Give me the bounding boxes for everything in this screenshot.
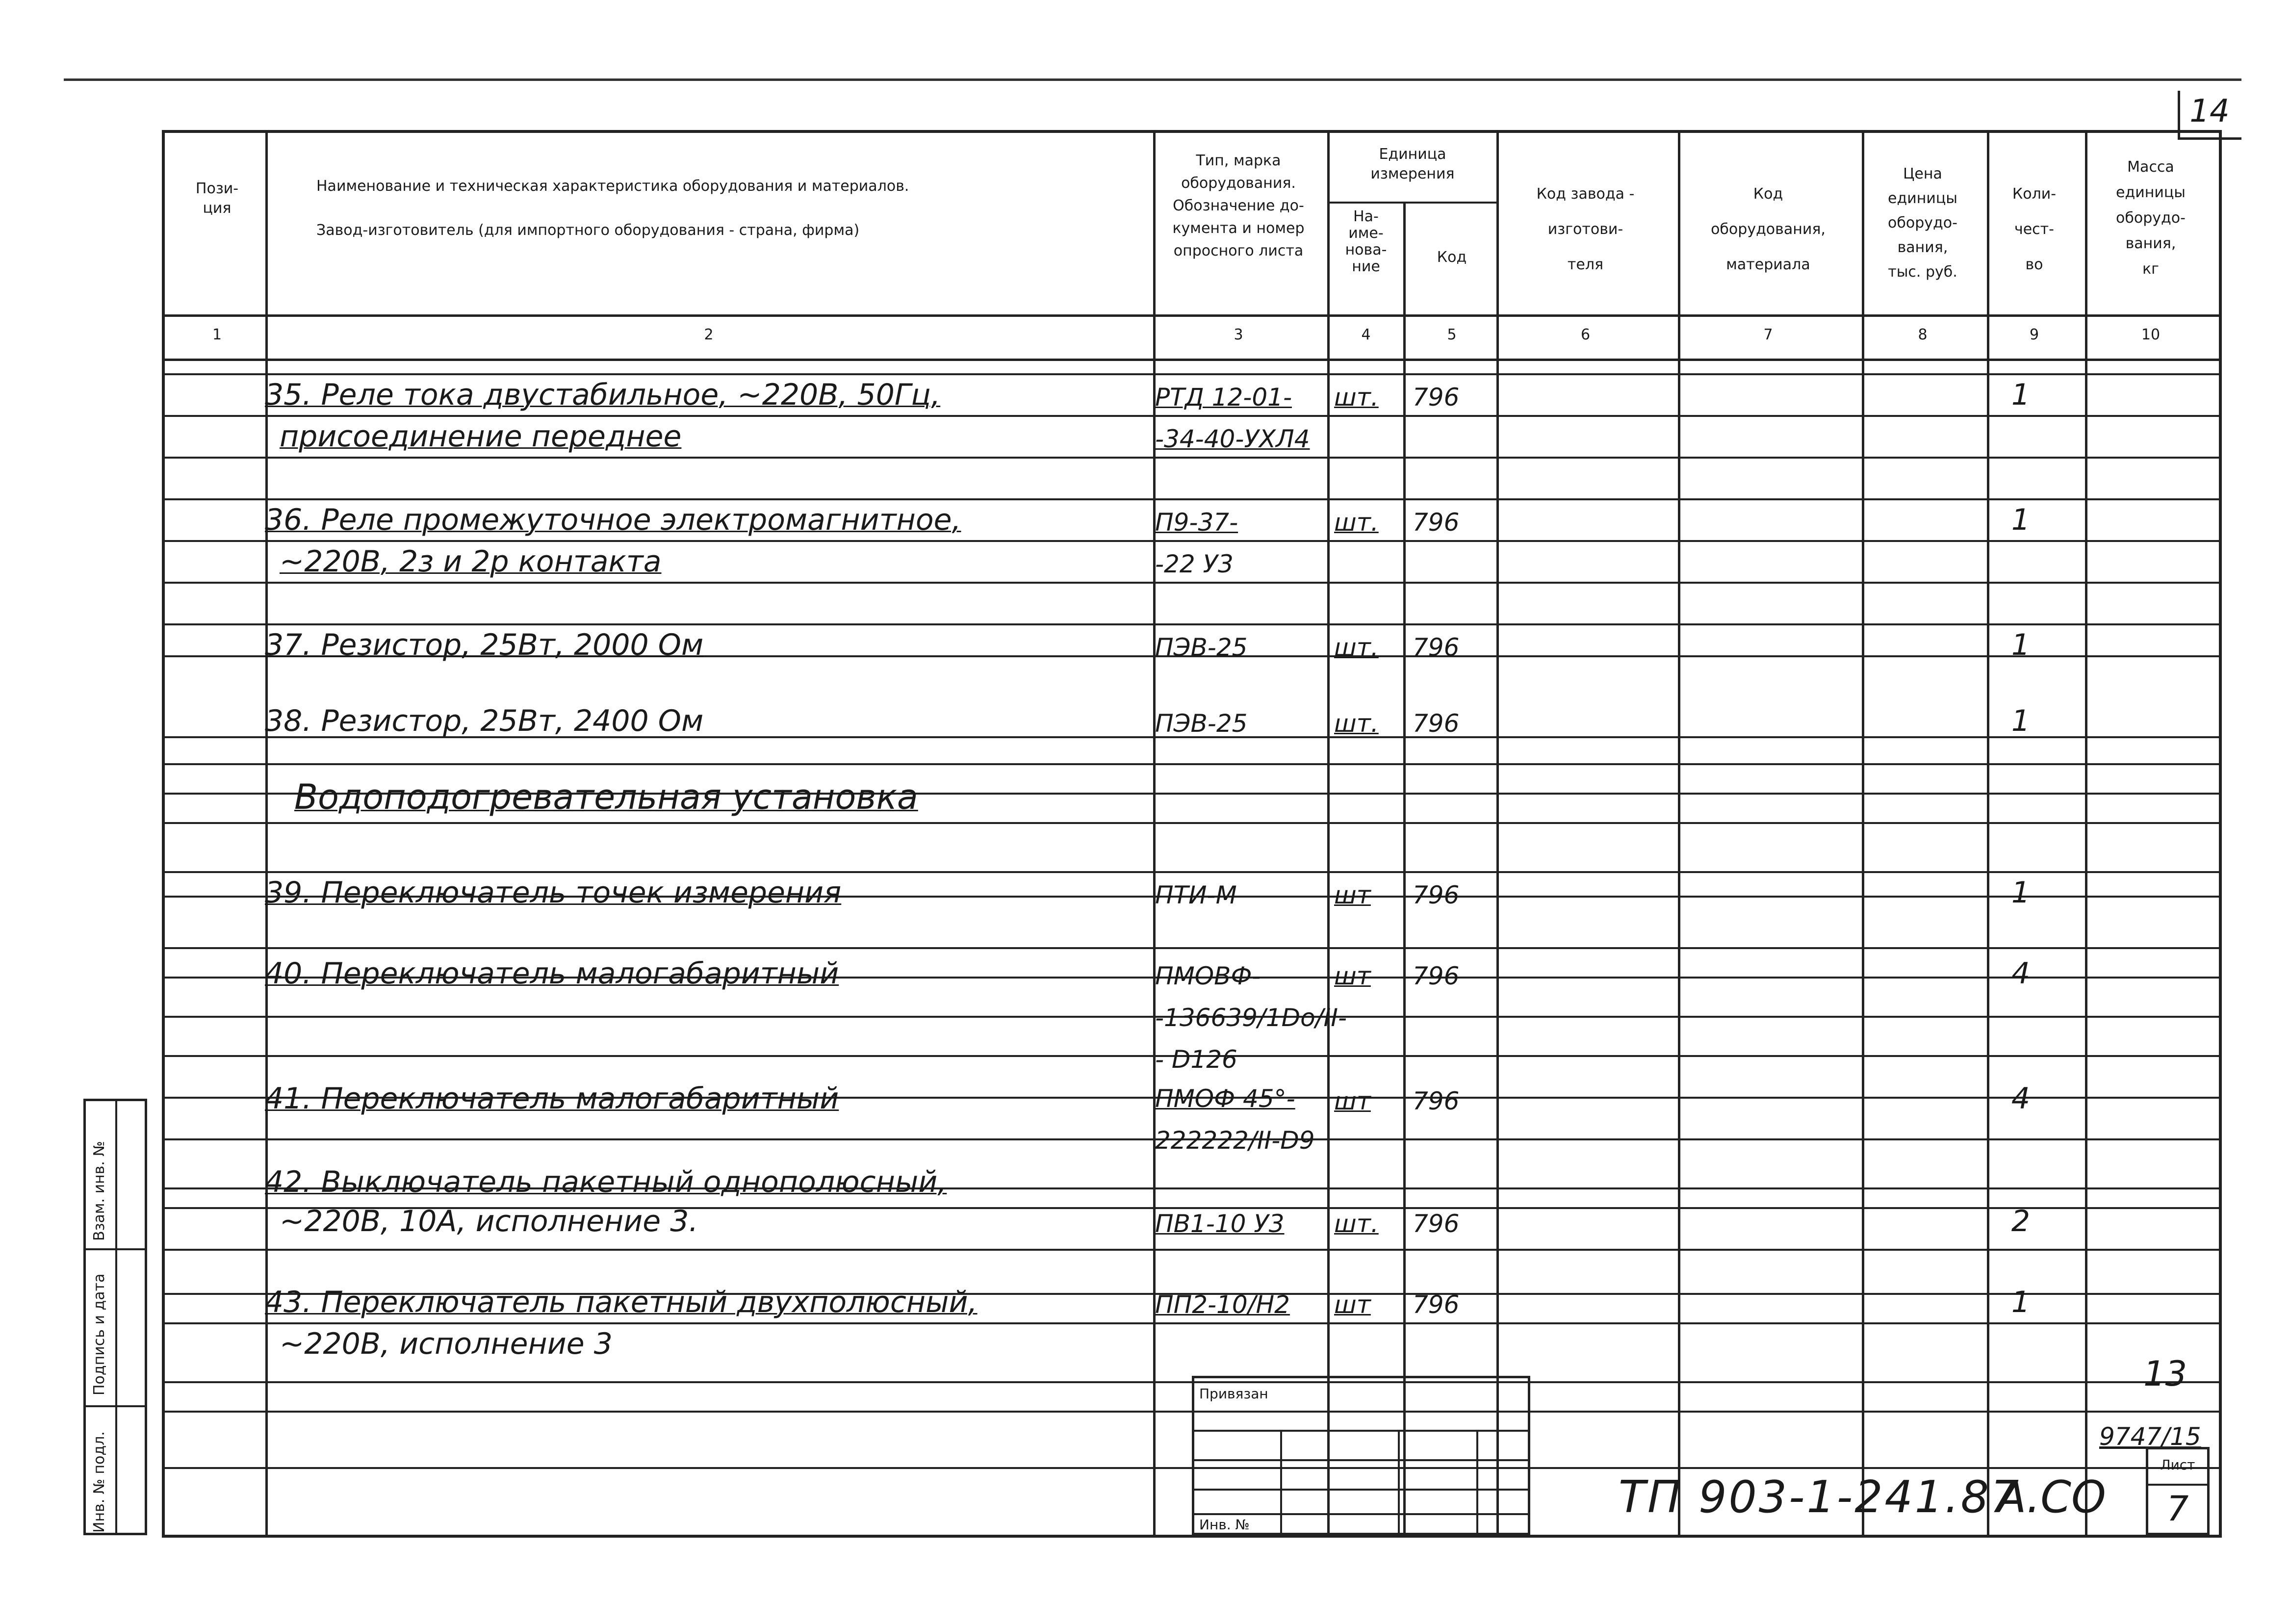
row-type: 222222/II-D9 [1155,1126,1315,1155]
row-code: 796 [1413,1210,1460,1238]
sheet-box [2146,1447,2210,1535]
stamp-line [1398,1430,1400,1535]
row-divider [165,1249,2219,1251]
row-type: П9-37- [1155,508,1238,537]
row-name: 36. Реле промежуточное электромагнитное, [265,503,961,537]
row-divider [165,1322,2219,1324]
col-number: 5 [1447,326,1457,343]
row-divider [165,415,2219,417]
header-sub-divider [1327,202,1496,204]
row-name: 41. Переключатель малогабаритный [265,1082,839,1116]
page-number-top: 13 [2143,1354,2187,1394]
section-title: Водоподогревательная установка [294,777,918,817]
row-divider [165,623,2219,625]
header-equipment-code: Код оборудования, материала [1711,185,1826,273]
row-divider [165,822,2219,824]
row-name: 38. Резистор, 25Вт, 2400 Ом [265,704,704,738]
row-divider [165,582,2219,584]
col-number: 1 [212,326,222,343]
row-divider [165,498,2219,500]
row-divider [165,373,2219,375]
sidebar-replace-inv: Взам. инв. № [91,1141,108,1241]
row-name: 39. Переключатель точек измерения [265,876,842,910]
document-part: А.СО [1996,1471,2106,1523]
row-qty: 2 [2011,1204,2031,1238]
colnum-bottom-line [165,359,2219,361]
header-bottom-line [165,314,2219,317]
stamp-line [1476,1430,1478,1535]
row-divider [165,871,2219,873]
sidebar-signature-date: Подпись и дата [91,1273,108,1395]
sidebar-divider [86,1248,145,1250]
col-number: 8 [1918,326,1928,343]
header-mass: Масса единицы оборудо- вания, кг [2116,158,2186,278]
row-name: 35. Реле тока двустабильное, ~220В, 50Гц, [265,378,941,412]
header-unit-code: Код [1437,249,1467,266]
header-price: Цена единицы оборудо- вания, тыс. руб. [1888,165,1957,281]
row-name: присоединение переднее [280,419,682,454]
row-type: ПЭВ-25 [1155,633,1248,662]
row-code: 796 [1413,881,1460,909]
row-unit: шт. [1334,508,1379,537]
header-quantity: Коли- чест- во [2012,185,2057,273]
header-name-line1: Наименование и техническая характеристика оборудования и материалов. [316,178,909,195]
row-qty: 4 [2011,956,2031,991]
row-type: РТД 12-01- [1155,383,1292,412]
row-type: ПМОФ 45°- [1155,1084,1295,1113]
row-type: - D126 [1155,1045,1237,1074]
sidebar-divider [86,1405,145,1407]
col-number: 10 [2141,326,2161,343]
header-unit: Единица измерения [1370,146,1455,182]
row-code: 796 [1413,962,1460,990]
row-qty: 4 [2011,1082,2031,1116]
sheet-label: Лист [2160,1457,2195,1473]
header-plant-code: Код завода - изготови- теля [1536,185,1635,273]
row-name: ~220В, 2з и 2р контакта [280,544,662,579]
row-code: 796 [1413,383,1460,412]
row-code: 796 [1413,1290,1460,1319]
sidebar-divider [115,1101,117,1533]
row-type: -136639/1Do/II- [1155,1004,1347,1032]
row-qty: 1 [2011,704,2031,738]
row-name: ~220В, исполнение 3 [280,1327,613,1361]
col-number: 7 [1763,326,1773,343]
row-qty: 1 [2011,1285,2031,1319]
row-name: 43. Переключатель пакетный двухполюсный, [265,1285,978,1319]
row-divider [165,947,2219,949]
stamp-label-bottom: Инв. № [1199,1517,1250,1533]
row-code: 796 [1413,709,1460,738]
row-type: ПЭВ-25 [1155,709,1248,738]
row-name: 40. Переключатель малогабаритный [265,956,839,991]
row-qty: 1 [2011,628,2031,662]
row-unit: шт [1334,1290,1371,1319]
row-qty: 1 [2011,876,2031,910]
col-divider [1403,202,1406,1535]
row-name: 42. Выключатель пакетный однополюсный, [265,1165,947,1199]
row-unit: шт [1334,962,1371,990]
row-type: ПМОВФ- [1155,962,1261,990]
row-code: 796 [1413,508,1460,537]
row-unit: шт [1334,1087,1371,1115]
archive-number: 9747/15 [2099,1422,2201,1451]
row-code: 796 [1413,633,1460,662]
row-unit: шт. [1334,633,1379,662]
row-type: -34-40-УХЛ4 [1155,425,1310,453]
row-unit: шт. [1334,383,1379,412]
document-code: ТП 903-1-241.87 [1619,1471,2021,1523]
row-divider [165,763,2219,765]
col-number: 3 [1234,326,1243,343]
row-type: ПТИ-М [1155,881,1237,909]
row-unit: шт. [1334,709,1379,738]
header-unit-name: На- име- нова- ние [1345,208,1387,275]
row-type: ПП2-10/Н2 [1155,1290,1290,1319]
row-qty: 1 [2011,378,2031,412]
binding-stamp [1192,1376,1530,1535]
sheet-number: 14 [2189,93,2230,129]
stamp-label-top: Привязан [1199,1386,1268,1402]
row-qty: 1 [2011,503,2031,537]
sheet-value: 7 [2166,1489,2189,1529]
row-unit: шт. [1334,1210,1379,1238]
stamp-line [1280,1430,1282,1535]
header-type: Тип, марка оборудования. Обозначение до- кумента и номер опросного листа [1172,152,1305,259]
header-name-line2: Завод-изготовитель (для импортного оборудования - страна, фирма) [316,222,860,239]
row-unit: шт [1334,881,1371,909]
col-number: 2 [704,326,714,343]
row-divider [165,540,2219,542]
sheet-box-divider [2148,1484,2207,1486]
col-number: 4 [1361,326,1371,343]
row-divider [165,457,2219,459]
sidebar-inv-no: Инв. № подл. [91,1431,108,1533]
row-name: 37. Резистор, 25Вт, 2000 Ом [265,628,704,662]
row-name: ~220В, 10А, исполнение 3. [280,1204,698,1238]
col-number: 9 [2029,326,2039,343]
header-position: Пози- ция [195,180,239,217]
row-code: 796 [1413,1087,1460,1115]
row-type: -22 У3 [1155,550,1234,578]
top-border-line [64,78,2241,81]
row-type: ПВ1-10 У3 [1155,1210,1285,1238]
col-number: 6 [1580,326,1591,343]
left-sidebar-stamp [83,1099,147,1535]
